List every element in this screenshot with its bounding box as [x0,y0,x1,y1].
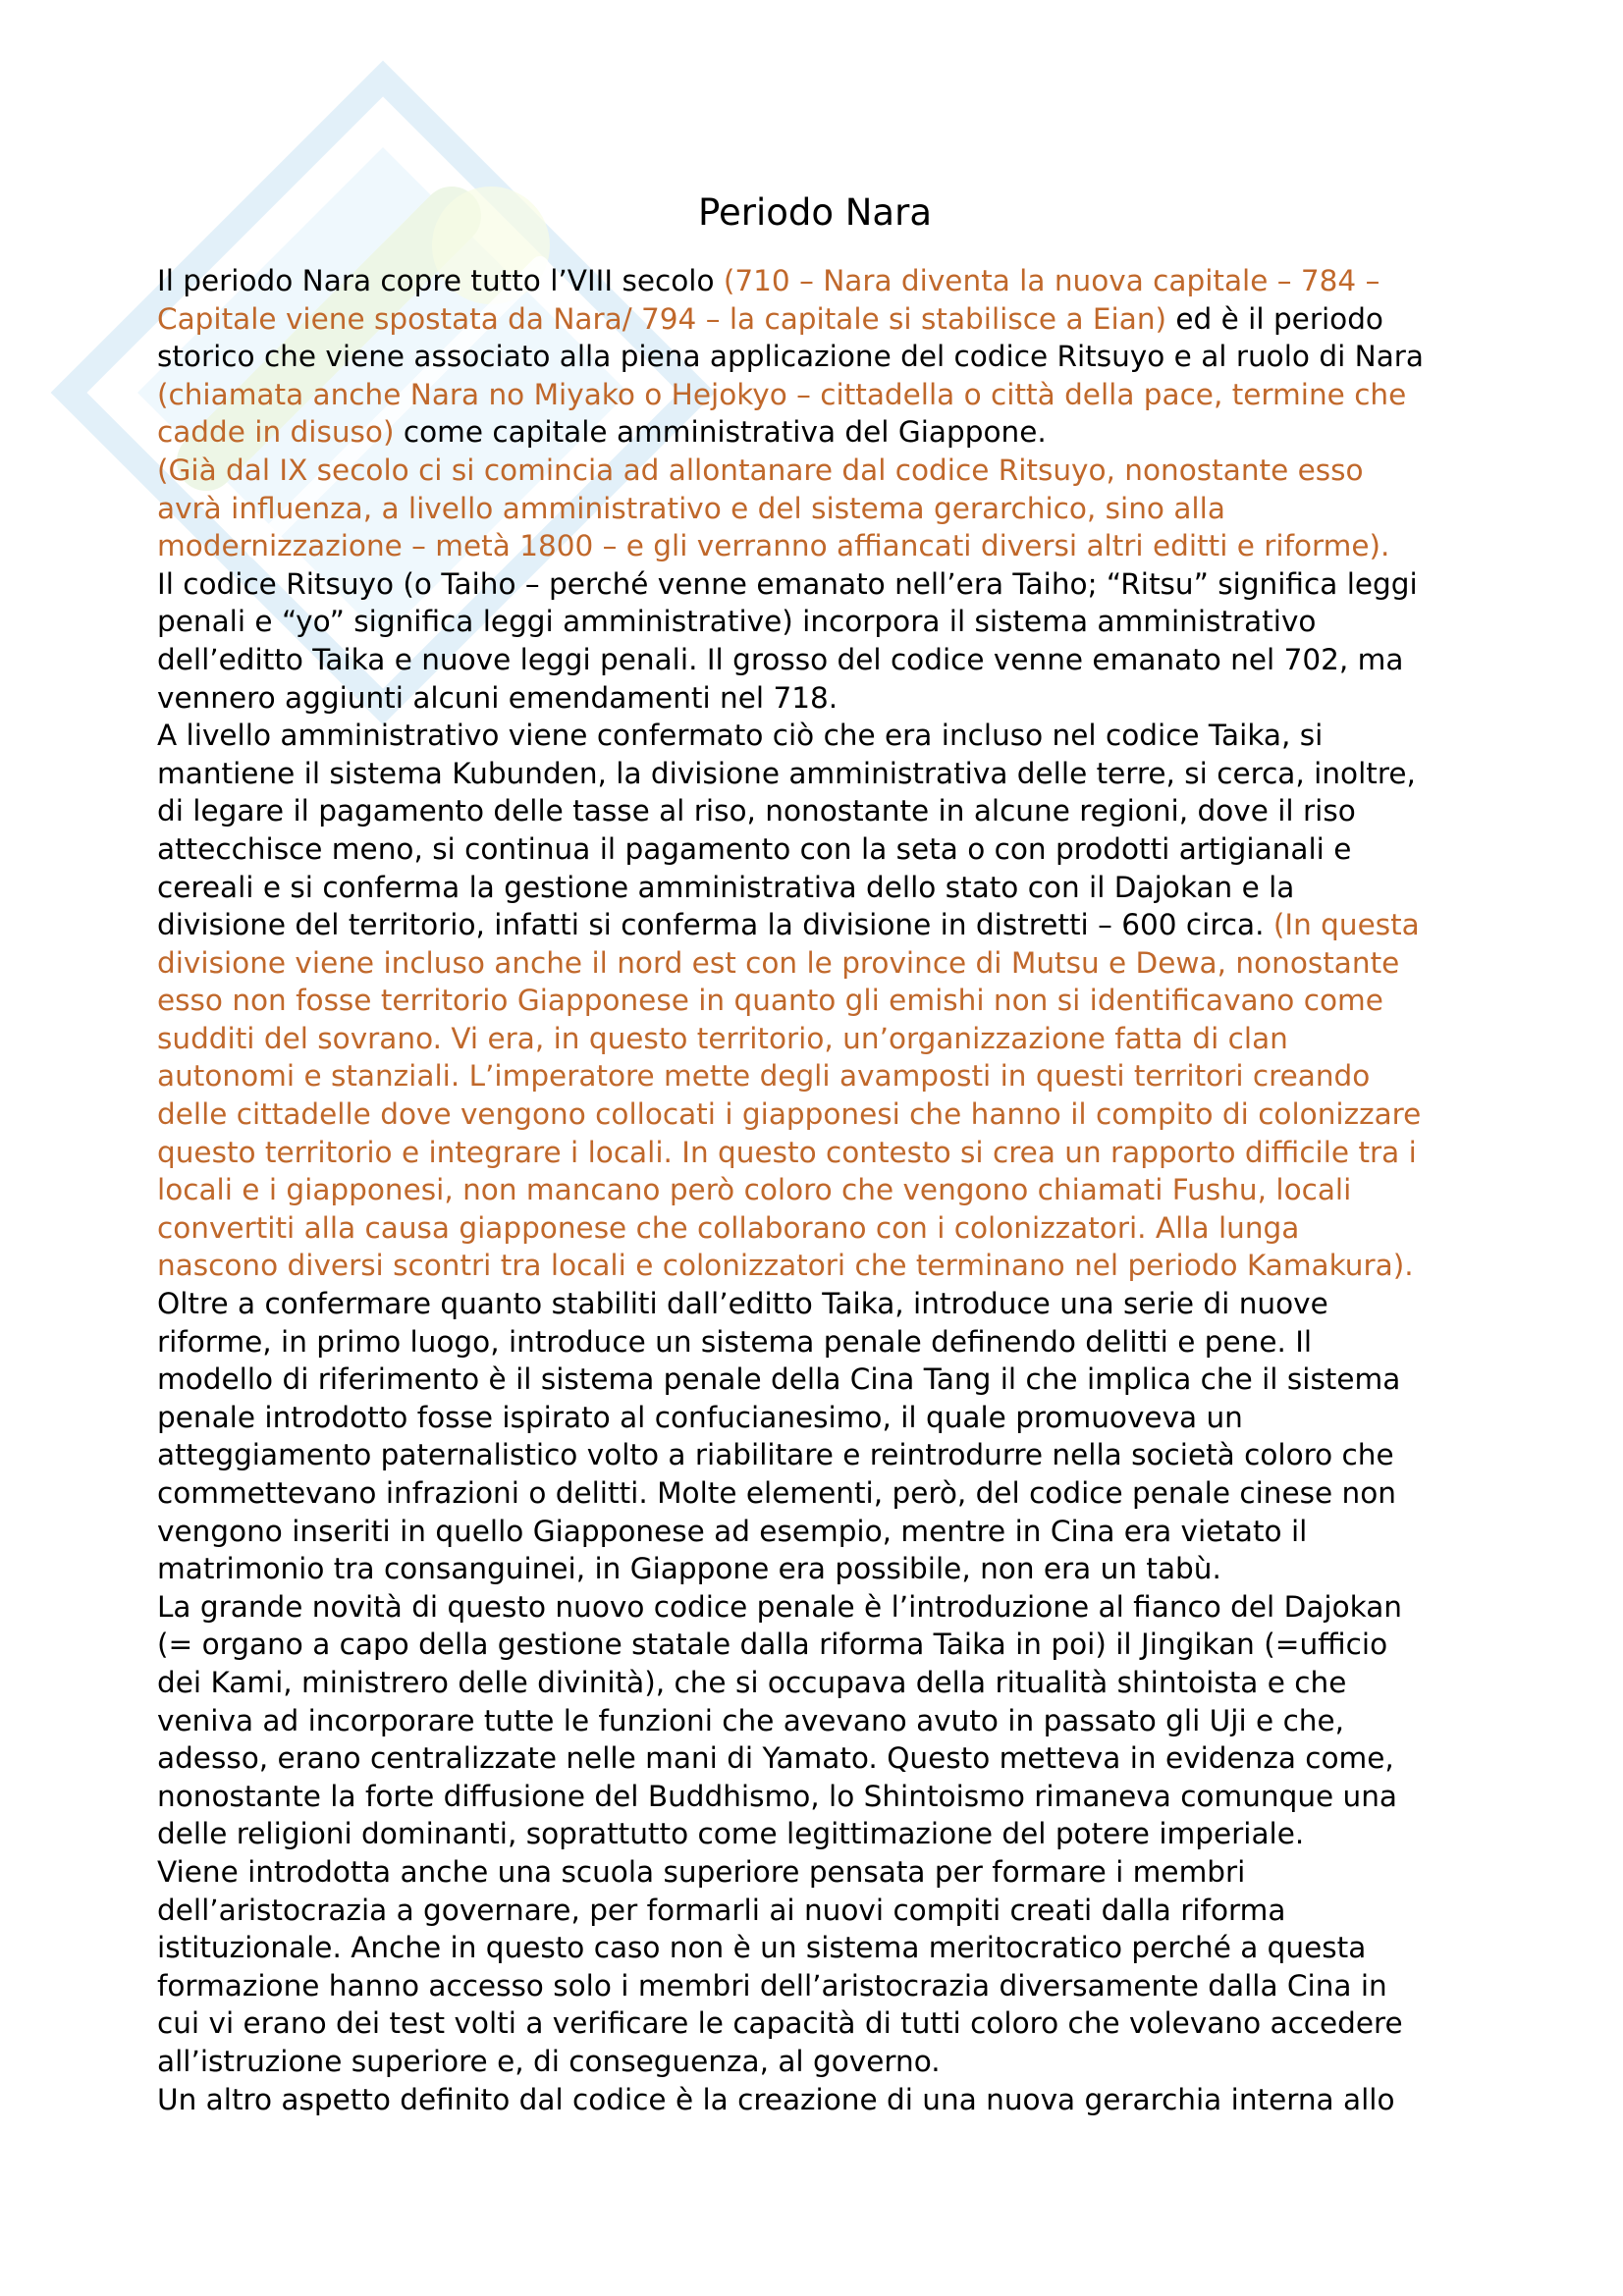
highlighted-text-segment: nascono diversi scontri tra locali e colonizzatori che terminano nel periodo Kamakura). [157,1249,1414,1283]
text-segment: La grande novità di questo nuovo codice penale è l’introduzione al fianco del Dajokan [157,1589,1402,1624]
highlighted-text-segment: modernizzazione – metà 1800 – e gli verranno affiancati diversi altri editti e riforme). [157,529,1390,563]
text-segment: dell’editto Taika e nuove leggi penali. Il grosso del codice venne emanato nel 702, ma [157,642,1404,676]
highlighted-text-segment: locali e i giapponesi, non mancano però coloro che vengono chiamati Fushu, locali [157,1173,1352,1207]
text-segment: dell’aristocrazia a governare, per formarli ai nuovi compiti creati dalla riforma [157,1893,1286,1927]
text-line [157,2081,1492,2119]
text-segment: veniva ad incorporare tutte le funzioni che avevano avuto in passato gli Uji e che, [157,1703,1345,1737]
text-segment: mantiene il sistema Kubunden, la divisione amministrativa delle terre, si cerca, inoltre, [157,756,1416,790]
text-segment: di legare il pagamento delle tasse al riso, nonostante in alcune regioni, dove il riso [157,794,1356,828]
text-segment: istituzionale. Anche in questo caso non è un sistema meritocratico perché a questa [157,1931,1367,1965]
text-line [157,944,1492,983]
text-segment: attecchisce meno, si continua il pagamento con la seta o con prodotti artigianali e [157,831,1352,866]
text-line [157,1057,1492,1095]
highlighted-text-segment: delle cittadelle dove vengono collocati i giapponesi che hanno il compito di colonizzare [157,1097,1422,1132]
text-line [157,1171,1492,1209]
page-title: Periodo Nara [697,191,932,234]
text-segment: A livello amministrativo viene confermato ciò che era incluso nel codice Taika, si [157,719,1324,753]
text-line [157,1020,1492,1058]
text-line [157,1626,1492,1664]
text-segment: nonostante la forte diffusione del Buddhismo, lo Shintoismo rimaneva comunque una [157,1779,1398,1813]
text-segment: riforme, in primo luogo, introduce un sistema penale definendo delitti e pene. Il [157,1324,1313,1359]
text-line [157,755,1492,793]
text-segment: commettevano infrazioni o delitti. Molte elementi, però, del codice penale cinese non [157,1476,1396,1510]
text-segment: formazione hanno accesso solo i membri dell’aristocrazia diversamente dalla Cina in [157,1968,1387,2002]
text-line [157,300,1492,339]
text-line [157,1853,1492,1892]
text-line [157,2043,1492,2081]
highlighted-text-segment: autonomi e stanziali. L’imperatore mette degli avamposti in questi territori creando [157,1059,1371,1094]
text-line [157,1967,1492,2005]
text-segment: penali e “yo” significa leggi amministrative) incorpora il sistema amministrativo [157,605,1317,639]
text-segment: atteggiamento paternalistico volto a riabilitare e reintrodurre nella società coloro che [157,1438,1394,1472]
text-line [157,1134,1492,1172]
text-segment: all’istruzione superiore e, di conseguenza, al governo. [157,2044,941,2078]
text-line [157,1209,1492,1248]
text-line [157,376,1492,414]
text-segment: delle religioni dominanti, soprattutto come legittimazione del potere imperiale. [157,1817,1305,1851]
text-segment: cereali e si conferma la gestione amministrativa dello stato con il Dajokan e la [157,870,1295,904]
text-segment: matrimonio tra consanguinei, in Giappone era possibile, non era un tabù. [157,1552,1221,1586]
text-line [157,565,1492,604]
text-segment: storico che viene associato alla piena applicazione del codice Ritsuyo e al ruolo di Nara [157,340,1425,374]
text-line [157,1323,1492,1362]
text-line [157,1702,1492,1740]
highlighted-text-segment: (710 – Nara diventa la nuova capitale – 784 – [723,264,1380,297]
text-segment: Viene introdotta anche una scuola superiore pensata per formare i membri [157,1854,1246,1889]
highlighted-text-segment: convertiti alla causa giapponese che collaborano con i colonizzatori. Alla lunga [157,1210,1300,1245]
text-segment: adesso, erano centralizzate nelle mani di Yamato. Questo metteva in evidenza come, [157,1741,1394,1776]
text-line [157,2004,1492,2043]
text-line [157,1095,1492,1134]
text-segment: modello di riferimento è il sistema penale della Cina Tang il che implica che il sistema [157,1362,1401,1397]
text-line [157,1739,1492,1778]
highlighted-text-segment: sudditi del sovrano. Vi era, in questo territorio, un’organizzazione fatta di clan [157,1021,1288,1055]
highlighted-text-segment: (Già dal IX secolo ci si comincia ad allontanare dal codice Ritsuyo, nonostante esso [157,453,1364,487]
highlighted-text-segment: avrà influenza, a livello amministrativo e del sistema gerarchico, sino alla [157,491,1225,525]
document-body [157,262,1492,2118]
highlighted-text-segment: divisione viene incluso anche il nord est con le province di Mutsu e Dewa, nonostante [157,945,1400,980]
text-line [157,1550,1492,1588]
text-line [157,1929,1492,1967]
text-line [157,413,1492,452]
text-segment: Il codice Ritsuyo (o Taiho – perché venne emanato nell’era Taiho; “Ritsu” significa leggi [157,566,1418,601]
text-line [157,830,1492,869]
text-line [157,1474,1492,1513]
text-line [157,982,1492,1020]
text-segment: dei Kami, ministrero delle divinità), che si occupava della ritualità shintoista e che [157,1665,1347,1699]
highlighted-text-segment: questo territorio e integrare i locali. In questo contesto si crea un rapporto difficile tra i [157,1135,1417,1169]
highlighted-text-segment: esso non fosse territorio Giapponese in quanto gli emishi non si identificavano come [157,984,1383,1018]
text-segment: Un altro aspetto definito dal codice è la creazione di una nuova gerarchia interna allo [157,2082,1395,2116]
text-line [157,1892,1492,1930]
text-line [157,1285,1492,1323]
text-line [157,490,1492,528]
text-line [157,603,1492,641]
text-line [157,792,1492,830]
text-segment: Il periodo Nara copre tutto l’VIII secolo [157,264,724,297]
text-segment: Oltre a confermare quanto stabiliti dall’editto Taika, introduce una serie di nuove [157,1287,1328,1321]
text-line [157,1399,1492,1437]
text-segment: (= organo a capo della gestione statale dalla riforma Taika in poi) il Jingikan (=ufficio [157,1628,1388,1662]
text-line [157,1436,1492,1474]
text-line [157,452,1492,490]
text-segment: ed è il periodo [1166,301,1383,336]
text-line [157,1513,1492,1551]
text-line [157,262,1492,300]
text-line [157,717,1492,755]
text-line [157,641,1492,679]
text-line [157,679,1492,718]
text-line [157,1664,1492,1702]
highlighted-text-segment: cadde in disuso) [157,415,395,450]
highlighted-text-segment: Capitale viene spostata da Nara/ 794 – la capitale si stabilisce a Eian) [157,301,1167,336]
text-line [157,1588,1492,1627]
highlighted-text-segment: (In questa [1272,908,1420,942]
text-line [157,869,1492,907]
text-line [157,338,1492,376]
text-segment: penale introdotto fosse ispirato al confucianesimo, il quale promuoveva un [157,1400,1243,1434]
text-line [157,1247,1492,1285]
text-line [157,527,1492,565]
text-segment: vennero aggiunti alcuni emendamenti nel 718. [157,680,839,715]
highlighted-text-segment: (chiamata anche Nara no Miyako o Hejokyo – cittadella o città della pace, termine che [157,377,1407,411]
text-segment: come capitale amministrativa del Giappone. [394,415,1047,450]
text-line [157,906,1492,944]
text-line [157,1778,1492,1816]
text-line [157,1361,1492,1399]
text-segment: divisione del territorio, infatti si conferma la divisione in distretti – 600 circa. [157,908,1273,942]
text-segment: vengono inseriti in quello Giapponese ad esempio, mentre in Cina era vietato il [157,1514,1308,1548]
text-segment: cui vi erano dei test volti a verificare le capacità di tutti coloro che volevano accedere [157,2006,1403,2041]
text-line [157,1815,1492,1853]
